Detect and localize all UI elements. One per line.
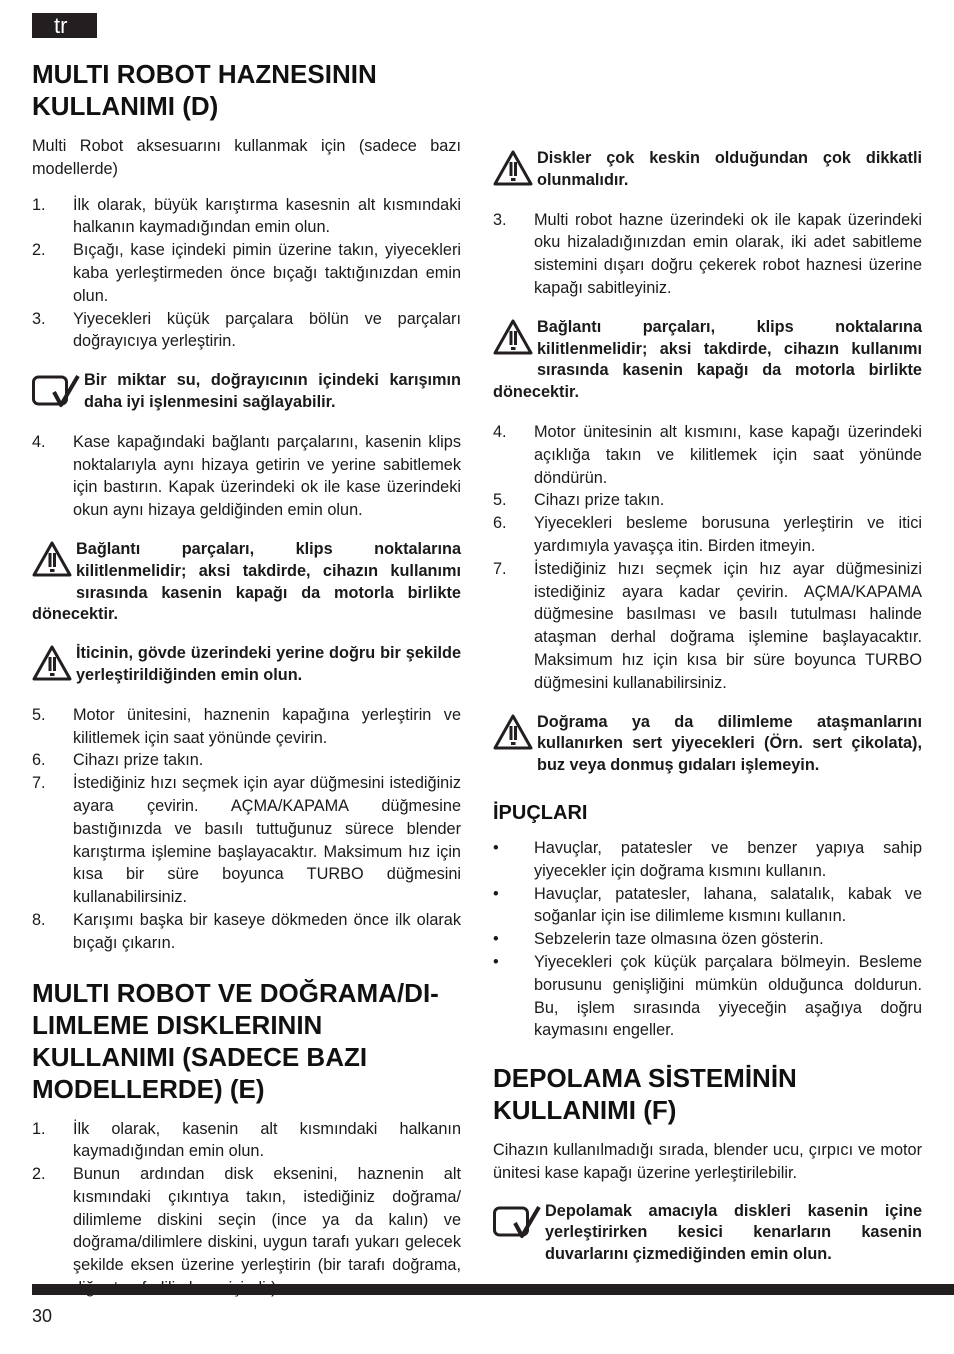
tip-note: Bir miktar su, doğrayıcının içindeki karışımın daha iyi işlenmesini sağlayabilir. <box>32 370 461 414</box>
warning-note: Doğrama ya da dilimleme ataşmanlarını kullanırken sert yiyecekleri (Örn. sert çikolata), buz veya donmuş gıdaları işlemeyin. <box>493 712 922 777</box>
warning-note: İticinin, gövde üzerindeki yerine doğru bir şekilde yerleştirildiğinden emin olun. <box>32 643 461 687</box>
tips-title: İPUÇLARI <box>493 801 588 824</box>
tip-note: Depolamak amacıyla diskleri kasenin içine yerleştirirken kesici kenarların kasenin duvarlarını çizmediğinden emin olun. <box>493 1201 922 1266</box>
right-column <box>493 58 922 1266</box>
warning-note: Bağlantı parçaları, klips noktalarına kilitlenmelidir; aksi takdirde, cihazın kullanımı sırasında kasenin kapağı da motorla birlikte dönecektir. <box>32 539 461 624</box>
warning-triangle-icon <box>493 319 533 362</box>
warning-triangle-icon <box>32 645 72 688</box>
list-item: 3. Multi robot hazne üzerindeki ok ile kapak üzerindeki oku hizaladığınızdan emin olarak, iki adet sabitleme sistemini dışarı doğru çekerek robot haznesi üzerine kapağı sabitleyiniz. <box>493 210 922 297</box>
list-item: 5. Motor ünitesini, haznenin kapağına yerleştirin ve kilitlemek için saat yönünde çevirin. <box>32 705 461 747</box>
page-number: 30 <box>32 1306 53 1326</box>
list-item: 7. İstediğiniz hızı seçmek için ayar düğmesini istediğiniz ayara çevirin. AÇMA/KAPAMA düğmesine bastığınızda ve basılı tuttuğunuz sürece blender karıştırma işlemine başlayacaktır. Maksimum hız için kısa bir süre boyunca TURBO düğmesini kullanabilirsiniz. <box>32 774 461 907</box>
section-d-intro: Multi Robot aksesuarını kullanmak için (sadece bazı modellerde) <box>32 137 461 178</box>
warning-note: Diskler çok keskin olduğundan çok dikkatli olunmalıdır. <box>493 148 922 192</box>
section-e-step-3 <box>493 209 922 300</box>
footer-divider <box>32 1284 954 1295</box>
list-item: • Yiyecekleri çok küçük parçalara bölmeyin. Besleme borusunu genişliğini mümkün olduğunca doldurun. Bu, işlem sırasında yiyeceğin aşağıya doğru kaymasını engeller. <box>493 952 922 1040</box>
list-item: 1. İlk olarak, büyük karıştırma kasesnin alt kısmındaki halkanın kaymadığından emin olun. <box>32 195 461 237</box>
list-item: 8. Karışımı başka bir kaseye dökmeden önce ilk olarak bıçağı çıkarın. <box>32 910 461 952</box>
list-item: 6. Cihazı prize takın. <box>32 751 204 770</box>
list-item: 4. Motor ünitesinin alt kısmını, kase kapağı üzerindeki açıklığa takın ve kilitlemek için saat yönünde döndürün. <box>493 422 922 487</box>
section-f-intro: Cihazın kullanılmadığı sırada, blender ucu, çırpıcı ve motor ünitesi kase kapağı üzerine yerleştirilebilir. <box>493 1141 922 1182</box>
list-item: 3. Yiyecekleri küçük parçalara bölün ve parçaları doğrayıcıya yerleştirin. <box>32 309 461 351</box>
list-item: • Havuçlar, patatesler, lahana, salatalık, kabak ve soğanlar için ise dilimleme kısmını kullanın. <box>493 884 922 926</box>
list-item: • Havuçlar, patatesler ve benzer yapıya sahip yiyecekler için doğrama kısmını kullanın. <box>493 838 922 880</box>
checkmark-note-icon <box>493 1203 541 1248</box>
language-tab: tr <box>32 13 97 38</box>
warning-triangle-icon <box>493 714 533 757</box>
warning-note: Bağlantı parçaları, klips noktalarına kilitlenmelidir; aksi takdirde, cihazın kullanımı sırasında kasenin kapağı da motorla birlikte dönecektir. <box>493 317 922 402</box>
list-item: 5. Cihazı prize takın. <box>493 491 665 510</box>
warning-triangle-icon <box>32 541 72 584</box>
section-d-title: MULTI ROBOT HAZNESININ KULLANIMI (D) <box>32 59 377 121</box>
list-item: • Sebzelerin taze olmasına özen gösterin. <box>493 930 824 949</box>
section-f-title: DEPOLAMA SİSTEMİNİN KULLANIMI (F) <box>493 1063 797 1126</box>
list-item: 4. Kase kapağındaki bağlantı parçalarını, kasenin klips noktalarıyla aynı hizaya getirin ve yerine sabitlemek için bastırın. Kapak üzerindeki ok ile kase üzerindeki okun aynı hizaya geldiğinden emin olun. <box>32 432 461 520</box>
section-e-steps-a <box>32 1118 461 1300</box>
section-d-steps-a <box>32 194 461 354</box>
tips-list <box>493 837 922 1042</box>
section-e-title: MULTI ROBOT VE DOĞRAMA/DI-LIMLEME DISKLERININ KULLANIMI (SADECE BAZI MODELLERDE) (E) <box>32 977 439 1104</box>
checkmark-note-icon <box>32 372 80 417</box>
warning-triangle-icon <box>493 150 533 193</box>
list-item: 2. Bıçağı, kase içindeki pimin üzerine takın, yiyecekleri kaba yerleştirmeden önce bıçağı taktığınızdan emin olun. <box>32 241 461 305</box>
section-d-step-4 <box>32 431 461 522</box>
section-e-steps-b <box>493 421 922 695</box>
list-item: 6. Yiyecekleri besleme borusuna yerleştirin ve itici yardımıyla yavaşça itin. Birden itmeyin. <box>493 514 922 555</box>
section-d-steps-b <box>32 704 461 955</box>
list-item: 7. İstediğiniz hızı seçmek için hız ayar düğmesinizi istediğiniz ayara kadar çevirin. AÇMA/KAPAMA düğmesine basılması ve basılı tutulması halinde ataşman derhal doğrama işlemine başlayacaktır. Maksimum hız için kısa bir süre boyunca TURBO düğmesini kullanabilirsiniz. <box>493 559 922 692</box>
list-item: 1. İlk olarak, kasenin alt kısmındaki halkanın kaymadığından emin olun. <box>32 1119 461 1161</box>
left-column <box>32 58 461 1300</box>
list-item: 2. Bunun ardından disk eksenini, haznenin alt kısmındaki çıkıntıya takın, istediğiniz doğrama/ dilimleme diskini seçin (ince ya da kalın) ve doğrama/dilimlere diskini, uygun tarafı yukarı gelecek şekilde eksen üzerine yerleştirin (bir tarafı doğrama, <box>32 1165 461 1275</box>
